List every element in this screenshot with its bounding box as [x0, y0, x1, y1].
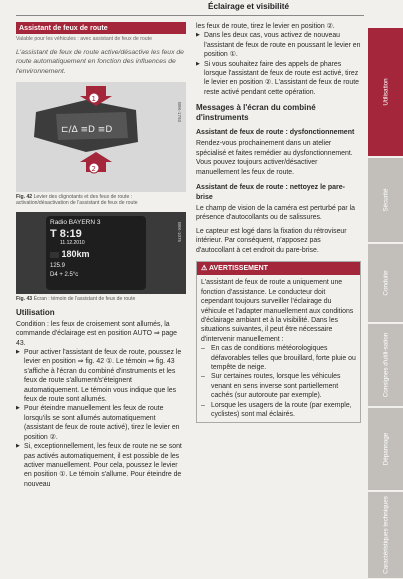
warning-body: [197, 275, 360, 422]
chapter-tabs: [366, 0, 403, 579]
date: 11.12.2010: [60, 240, 85, 247]
tab-caracteristiques[interactable]: Caractéristiques techniques: [368, 492, 403, 578]
bullet-manual-on: ▶ Si, exceptionnellement, les feux de route ne se sont pas activés automatiquement, il est possible de les activer manuellement. Pour cela, poussez le levier en position ①. Le témoin s'allume. Pour éteindre de nouveau: [16, 442, 186, 489]
stalk-illustration: [16, 82, 186, 192]
messages-title: Messages à l'écran du combiné d'instruments: [196, 103, 316, 122]
bullet-flash: ▶ Si vous souhaitez faire des appels de phares lorsque l'assistant de feux de route est activé, tirez le levier en position ②. L'assistant de feux de route reste activé pendant cette opération.: [196, 60, 361, 98]
gear-temp: D4 + 2.5°c: [50, 272, 79, 279]
warning-item: – Sur certaines routes, lorsque les véhicules venant en sens inverse sont partiellement cachés (sur autoroute par exemple).: [201, 372, 356, 400]
odometer: 125.9: [50, 262, 66, 269]
warning-text: L'assistant de feux de route a uniquement une fonction d'assistance. Le conducteur doit cependant toujours surveiller l'éclairage du véhicule et l'adapter manuellement aux conditions d'éclairage ambiant et à la visibilité. Dans les situations suivantes, il peut être nécessaire d'intervenir manuellement :: [201, 279, 354, 343]
figure-display: [16, 212, 186, 294]
warning-item: – En cas de conditions météorologiques défavorables telles que brouillard, forte pluie ou tempête de neige.: [201, 344, 356, 372]
left-column: [16, 22, 186, 489]
warning-icon: ⚠: [201, 264, 208, 272]
svg-text:1: 1: [91, 94, 96, 103]
use-title: Utilisation: [16, 308, 55, 318]
figure-code: B8K-1793: [177, 101, 182, 122]
intro-text: L'assistant de feux de route active/désactive les feux de route automatiquement en fonction des influences de l'environnement.: [16, 49, 184, 75]
header-rule: [16, 15, 364, 16]
chapter-title: Éclairage et visibilité: [208, 2, 290, 11]
warning-box: [196, 261, 361, 424]
bullet-manual-off: ▶ Pour éteindre manuellement les feux de route lorsqu'ils se sont allumés automatiquement (assistant de feux de route activé), tirez le levier en position ②.: [16, 404, 186, 442]
clean-text-1: Le champ de vision de la caméra est perturbé par la présence d'autocollants ou de salissures.: [196, 204, 355, 222]
svg-text:2: 2: [91, 164, 96, 173]
sub-clean-windshield: Assistant de feux de route : nettoyez le pare-brise: [196, 184, 345, 201]
tab-consignes[interactable]: Consignes d'utili-sation: [368, 324, 403, 406]
instrument-display: [46, 216, 146, 290]
malfunction-text: Rendez-vous prochainement dans un atelier spécialisé et faites remédier au dysfonctionnement. Vous pouvez toujours activer/désactiver manuellement les feux de route.: [196, 140, 353, 176]
tab-utilisation[interactable]: Utilisation: [368, 28, 403, 156]
warning-title: ⚠ AVERTISSEMENT: [197, 262, 360, 275]
clean-text-2: Le capteur est logé dans la fixation du rétroviseur intérieur. Par conséquent, n'apposez pas d'autocollant à cet endroit du pare-brise.: [196, 227, 347, 254]
bullet-reactivate: ▶ Dans les deux cas, vous activez de nouveau l'assistant de feux de route en poussant le levier en position ①.: [196, 31, 361, 59]
use-condition: Condition : les feux de croisement sont allumés, la commande d'éclairage est en position AUTO ⇒ page 43.: [16, 320, 177, 347]
section-title: Assistant de feux de route: [16, 22, 186, 34]
figure-code-2: B8K-1075: [177, 222, 182, 243]
continuation-text: les feux de route, tirez le levier en position ②.: [196, 23, 335, 30]
tab-conduite[interactable]: Conduite: [368, 244, 403, 322]
tab-depannage[interactable]: Dépannage: [368, 408, 403, 490]
radio-label: Radio BAYERN 3: [50, 219, 101, 227]
figure-caption-2: Fig. 43 Écran : témoin de l'assistant de feux de route: [16, 296, 136, 303]
svg-text:⊏/∆ ≡D ≡D: ⊏/∆ ≡D ≡D: [61, 124, 113, 135]
page-header: [0, 0, 403, 16]
bullet-activate: ▶ Pour activer l'assistant de feux de route, poussez le levier en position ⇒ fig. 42 ①. Le témoin ⇒ fig. 43 s'affiche à l'écran du combiné d'instruments et les feux de route s'allument/s'éteignent automatiquement. Le témoin vous indique que les feux de route sont allumés.: [16, 348, 186, 404]
sub-malfunction: Assistant de feux de route : dysfonctionnement: [196, 129, 355, 137]
applicability-note: Valable pour les véhicules : avec assistant de feux de route: [16, 36, 153, 42]
right-column: [196, 22, 361, 423]
clock: T 8:19: [50, 227, 82, 240]
figure-stalk: [16, 82, 186, 192]
figure-caption: Fig. 42 Levier des clignotants et des feux de route : activation/désactivation de l'assistant de feux de route: [16, 193, 138, 207]
range: 180km: [46, 248, 146, 261]
high-beam-assist-icon: [50, 252, 59, 258]
tab-securite[interactable]: Sécurité: [368, 158, 403, 242]
warning-item: – Lorsque les usagers de la route (par exemple, cyclistes) sont mal éclairés.: [201, 401, 356, 420]
